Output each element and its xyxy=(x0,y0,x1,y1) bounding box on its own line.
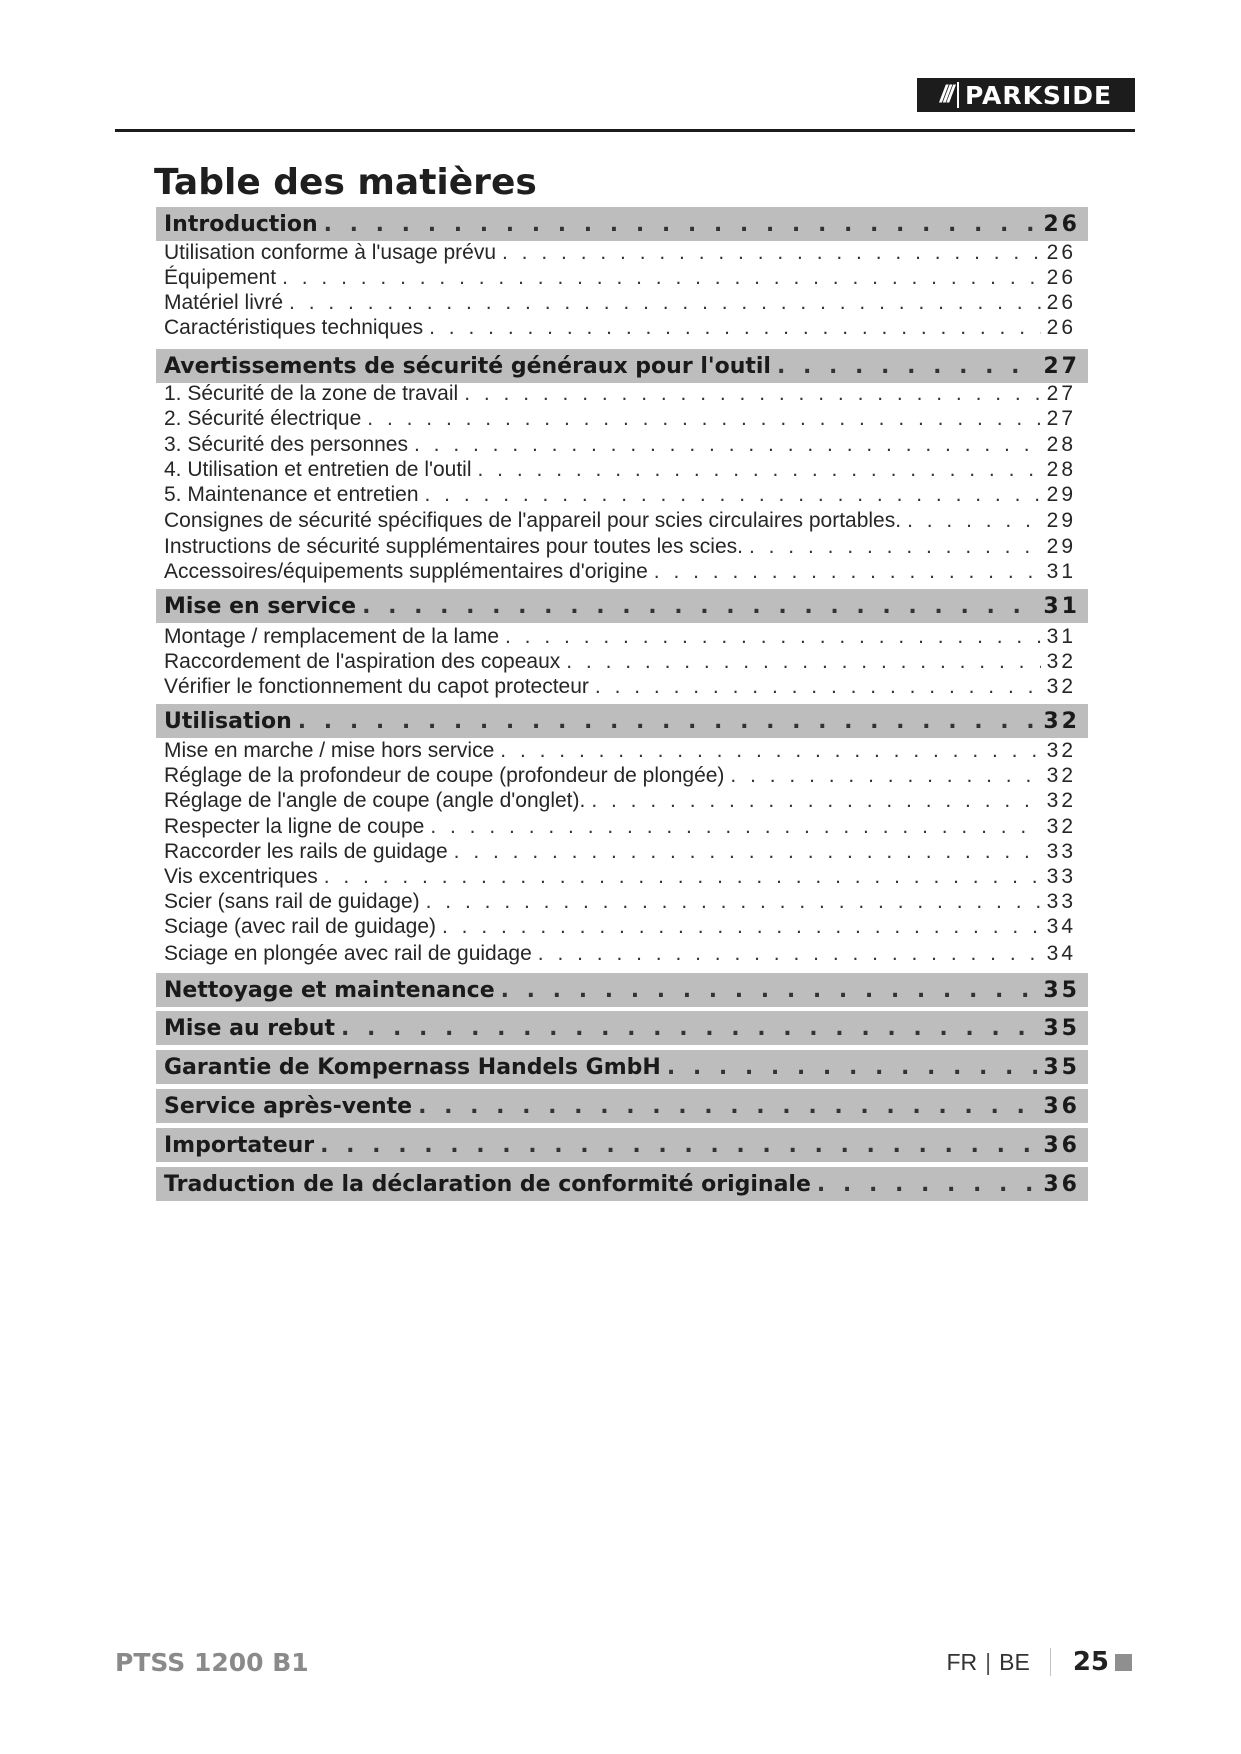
toc-label: Raccorder les rails de guidage xyxy=(164,840,448,863)
toc-item xyxy=(156,431,1088,459)
toc-leader-dots xyxy=(591,789,1040,813)
toc-label: Réglage de la profondeur de coupe (profondeur de plongée) xyxy=(164,764,725,787)
toc-page-number: 34 xyxy=(1046,915,1076,938)
toc-page-number: 36 xyxy=(1043,1132,1080,1158)
toc-leader-dots xyxy=(430,815,1040,839)
toc-leader-dots xyxy=(478,458,1041,482)
toc-item xyxy=(156,380,1088,408)
toc-leader-dots xyxy=(324,212,1038,237)
toc-label: Service après-vente xyxy=(164,1093,413,1119)
toc-item xyxy=(156,264,1088,292)
toc-item xyxy=(156,533,1088,561)
toc-section xyxy=(156,349,1088,383)
toc-leader-dots xyxy=(367,407,1040,431)
toc-label: Instructions de sécurité supplémentaires pour toutes les scies. xyxy=(164,535,743,558)
toc-label: 5. Maintenance et entretien xyxy=(164,483,419,506)
toc-page-number: 32 xyxy=(1046,815,1076,838)
toc-leader-dots xyxy=(667,1055,1038,1080)
toc-leader-dots xyxy=(426,890,1041,914)
toc-item xyxy=(156,913,1088,941)
logo-text: PARKSIDE xyxy=(964,80,1113,110)
toc-label: 2. Sécurité électrique xyxy=(164,407,362,430)
toc-item xyxy=(156,737,1088,765)
toc-item xyxy=(156,813,1088,841)
toc-label: Nettoyage et maintenance xyxy=(164,977,495,1003)
toc-page-number: 35 xyxy=(1043,977,1080,1003)
toc-item xyxy=(156,623,1088,651)
toc-page-number: 28 xyxy=(1046,458,1076,481)
toc-leader-dots xyxy=(538,942,1041,966)
toc-leader-dots xyxy=(298,709,1038,734)
toc-label: Matériel livré xyxy=(164,291,284,314)
toc-section xyxy=(156,1011,1088,1045)
toc-page-number: 31 xyxy=(1046,625,1076,648)
toc-leader-dots xyxy=(500,739,1040,763)
toc-page-number: 26 xyxy=(1046,316,1076,339)
toc-section xyxy=(156,1050,1088,1084)
toc-page-number: 26 xyxy=(1046,291,1076,314)
toc-page-number: 36 xyxy=(1043,1093,1080,1119)
toc-label: Montage / remplacement de la lame xyxy=(164,625,500,648)
toc-item xyxy=(156,558,1088,586)
footer-lang-separator: | xyxy=(985,1648,992,1675)
toc-leader-dots xyxy=(418,1094,1037,1119)
toc-label: 3. Sécurité des personnes xyxy=(164,433,408,456)
toc-page-number: 29 xyxy=(1046,483,1076,506)
toc-page-number: 32 xyxy=(1046,739,1076,762)
toc-item xyxy=(156,507,1088,535)
toc-page-number: 26 xyxy=(1046,241,1076,264)
toc-label: 4. Utilisation et entretien de l'outil xyxy=(164,458,472,481)
toc-label: Sciage en plongée avec rail de guidage xyxy=(164,942,532,965)
toc-label: Réglage de l'angle de coupe (angle d'onglet). xyxy=(164,789,586,812)
toc-leader-dots xyxy=(414,433,1041,457)
toc-section xyxy=(156,1089,1088,1123)
toc-page-number: 36 xyxy=(1043,1171,1080,1197)
toc-section xyxy=(156,1167,1088,1201)
toc-item xyxy=(156,863,1088,891)
footer-square-icon xyxy=(1115,1654,1132,1671)
toc-label: Mise en service xyxy=(164,593,357,619)
toc-item xyxy=(156,838,1088,866)
toc-leader-dots xyxy=(429,316,1041,340)
toc-section xyxy=(156,207,1088,241)
toc-page-number: 34 xyxy=(1046,942,1076,965)
toc-leader-dots xyxy=(654,560,1041,584)
footer-lang-be: BE xyxy=(999,1648,1030,1675)
toc-label: Utilisation conforme à l'usage prévu xyxy=(164,241,497,264)
toc-section xyxy=(156,1128,1088,1162)
toc-item xyxy=(156,239,1088,267)
toc-label: 1. Sécurité de la zone de travail xyxy=(164,382,459,405)
footer-model-number: PTSS 1200 B1 xyxy=(115,1648,309,1677)
footer-page-number: 25 xyxy=(1072,1647,1109,1677)
toc-page-number: 32 xyxy=(1046,650,1076,673)
toc-page-number: 28 xyxy=(1046,433,1076,456)
toc-label: Traduction de la déclaration de conformité originale xyxy=(164,1171,811,1197)
footer-divider xyxy=(1050,1648,1051,1676)
toc-label: Garantie de Kompernass Handels GmbH xyxy=(164,1054,661,1080)
toc-page-number: 32 xyxy=(1046,789,1076,812)
toc-label: Mise au rebut xyxy=(164,1015,335,1041)
toc-leader-dots xyxy=(502,241,1041,265)
toc-leader-dots xyxy=(362,594,1037,619)
toc-page-number: 29 xyxy=(1046,509,1076,532)
toc-label: Introduction xyxy=(164,211,318,237)
toc-section xyxy=(156,704,1088,738)
toc-page-number: 33 xyxy=(1046,890,1076,913)
toc-item xyxy=(156,456,1088,484)
toc-label: Caractéristiques techniques xyxy=(164,316,424,339)
toc-item xyxy=(156,762,1088,790)
toc-page-number: 27 xyxy=(1046,407,1076,430)
toc-label: Sciage (avec rail de guidage) xyxy=(164,915,436,938)
toc-page-number: 35 xyxy=(1043,1054,1080,1080)
footer-page-info xyxy=(946,1647,1132,1677)
toc-leader-dots xyxy=(282,266,1041,290)
toc-leader-dots xyxy=(454,840,1041,864)
toc-label: Avertissements de sécurité généraux pour l'outil xyxy=(164,353,771,379)
toc-leader-dots xyxy=(442,915,1041,939)
toc-leader-dots xyxy=(320,1133,1037,1158)
toc-leader-dots xyxy=(907,509,1041,533)
toc-item xyxy=(156,405,1088,433)
toc-page-number: 33 xyxy=(1046,840,1076,863)
toc-item xyxy=(156,289,1088,317)
toc-leader-dots xyxy=(777,354,1037,379)
toc-label: Scier (sans rail de guidage) xyxy=(164,890,420,913)
toc-leader-dots xyxy=(749,535,1041,559)
toc-label: Vérifier le fonctionnement du capot protecteur xyxy=(164,675,589,698)
toc-page-number: 26 xyxy=(1046,266,1076,289)
toc-page-number: 31 xyxy=(1046,560,1076,583)
toc-item xyxy=(156,314,1088,342)
toc-page-number: 32 xyxy=(1043,708,1080,734)
toc-item xyxy=(156,787,1088,815)
toc-page-number: 32 xyxy=(1046,675,1076,698)
toc-label: Raccordement de l'aspiration des copeaux xyxy=(164,650,561,673)
toc-label: Utilisation xyxy=(164,708,292,734)
toc-page-number: 35 xyxy=(1043,1015,1080,1041)
toc-label: Respecter la ligne de coupe xyxy=(164,815,425,838)
toc-section xyxy=(156,589,1088,623)
toc-label: Vis excentriques xyxy=(164,865,318,888)
toc-leader-dots xyxy=(595,675,1041,699)
toc-leader-dots xyxy=(505,625,1041,649)
toc-leader-dots xyxy=(289,291,1041,315)
toc-leader-dots xyxy=(566,650,1040,674)
toc-label: Accessoires/équipements supplémentaires d'origine xyxy=(164,560,648,583)
toc-item xyxy=(156,888,1088,916)
toc-item xyxy=(156,648,1088,676)
toc-leader-dots xyxy=(341,1016,1037,1041)
toc-label: Équipement xyxy=(164,266,277,289)
toc-item xyxy=(156,940,1088,968)
toc-section xyxy=(156,973,1088,1007)
toc-leader-dots xyxy=(817,1172,1037,1197)
toc-label: Importateur xyxy=(164,1132,315,1158)
toc-page-number: 26 xyxy=(1043,211,1080,237)
toc-leader-dots xyxy=(464,382,1040,406)
toc-page-number: 33 xyxy=(1046,865,1076,888)
toc-leader-dots xyxy=(501,978,1038,1003)
toc-page-number: 27 xyxy=(1046,382,1076,405)
logo-slashes: /// xyxy=(939,81,951,108)
toc-page-number: 27 xyxy=(1043,353,1080,379)
toc-page-number: 29 xyxy=(1046,535,1076,558)
toc-leader-dots xyxy=(730,764,1040,788)
toc-leader-dots xyxy=(425,483,1041,507)
toc-label: Mise en marche / mise hors service xyxy=(164,739,495,762)
toc-item xyxy=(156,673,1088,701)
toc-page-number: 32 xyxy=(1046,764,1076,787)
toc-item xyxy=(156,481,1088,509)
footer-lang-fr: FR xyxy=(946,1648,978,1675)
toc-page-number: 31 xyxy=(1043,593,1080,619)
toc-label: Consignes de sécurité spécifiques de l'appareil pour scies circulaires portables. xyxy=(164,509,902,532)
page-title: Table des matières xyxy=(154,162,537,203)
toc-leader-dots xyxy=(324,865,1041,889)
